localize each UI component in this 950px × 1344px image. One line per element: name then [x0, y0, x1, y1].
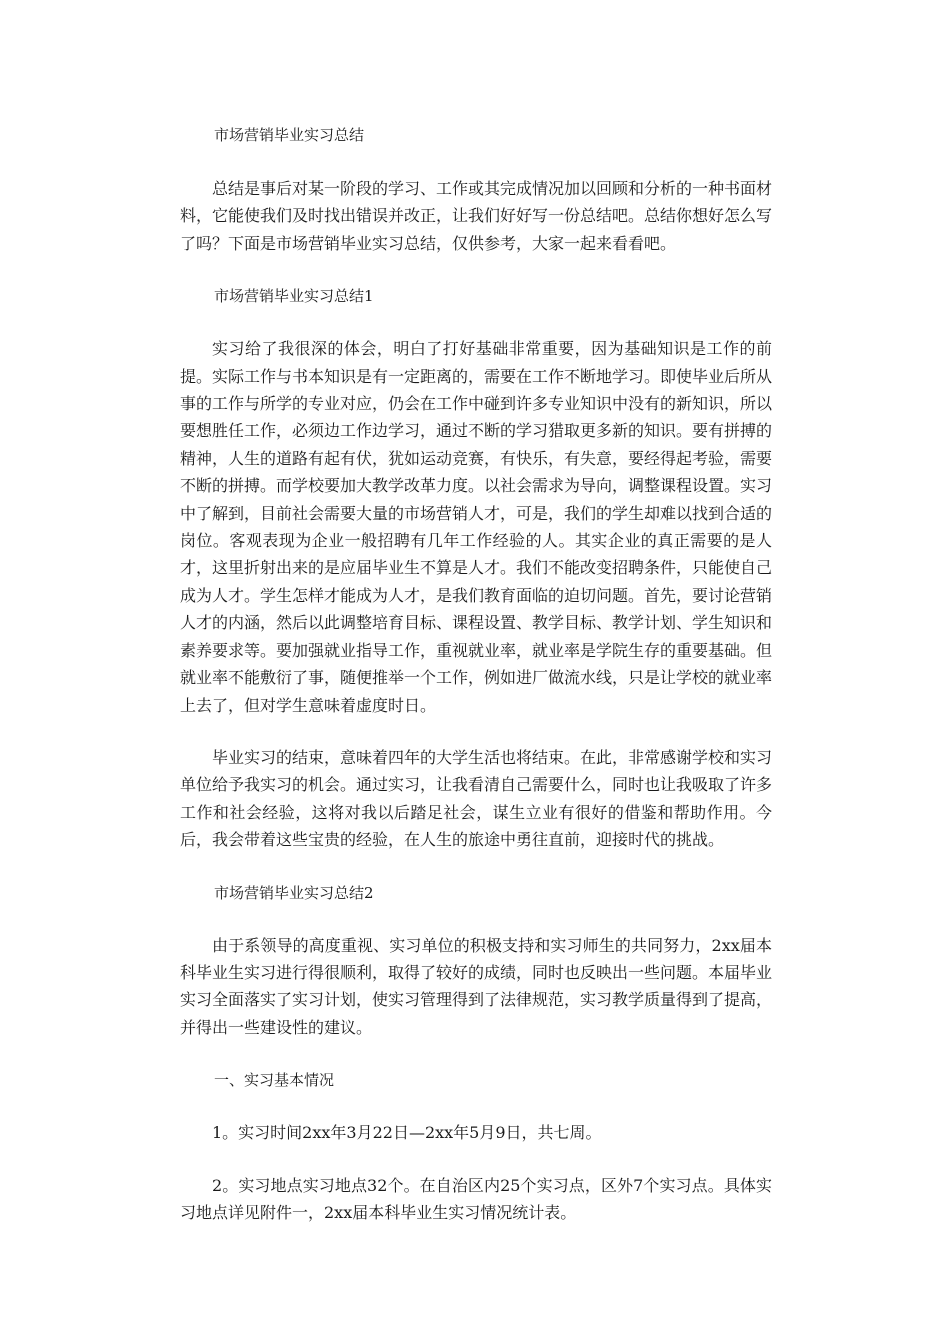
document-page: [180, 122, 772, 1226]
document-title: 市场营销毕业实习总结: [214, 126, 365, 144]
section-2-item-2: 2。实习地点实习地点32个。在自治区内25个实习点，区外7个实习点。具体实习地点详见附件一，2xx届本科毕业生实习情况统计表。: [180, 1175, 772, 1222]
section-1-paragraph-2: 毕业实习的结束，意味着四年的大学生活也将结束。在此，非常感谢学校和实习单位给予我实习的机会。通过实习，让我看清自己需要什么，同时也让我吸取了许多工作和社会经验，这将对我以后踏足社会，谋生立业有很好的借鉴和帮助作用。今后，我会带着这些宝贵的经验，在人生的旅途中勇往直前，迎接时代的挑战。: [180, 747, 773, 850]
section-2-subheading: 一、实习基本情况: [214, 1071, 335, 1090]
section-1-paragraph-1: 实习给了我很深的体会，明白了打好基础非常重要，因为基础知识是工作的前提。实际工作与书本知识是有一定距离的，需要在工作不断地学习。即使毕业后所从事的工作与所学的专业对应，仍会在工作中碰到许多专业知识中没有的新知识，所以要想胜任工作，必须边工作边学习，通过不断的学习猎取更多新的知识。要有拼搏的精神，人生的道路有起有伏，犹如运动竞赛，有快乐，有失意，要经得起考验，需要不断的拼搏。而学校要加大教学改革力度。以社会需求为导向，调整课程设置。实习中了解到，目前社会需要大量的市场营销人才，可是，我们的学生却难以找到合适的岗位。客观表现为企业一般招聘有几年工作经验的人。其实企业的真正需要的是人才，这里折射出来的是应届毕业生不算是人才。我们不能改变招聘条件，只能使自己成为人才。学生怎样才能成为人才，是我们教育面临的迫切问题。首先，要讨论营销人才的内涵，然后以此调整培育目标、课程设置、教学目标、教学计划、学生知识和素养要求等。要加强就业指导工作，重视就业率，就业率是学院生存的重要基础。但就业率不能敷衍了事，随便推举一个工作，例如进厂做流水线，只是让学校的就业率上去了，但对学生意味着虚度时日。: [180, 339, 773, 715]
section-2-item-1: 1。实习时间2xx年3月22日—2xx年5月9日，共七周。: [212, 1123, 602, 1143]
section-2-paragraph-1: 由于系领导的高度重视、实习单位的积极支持和实习师生的共同努力，2xx届本科毕业生实习进行得很顺利，取得了较好的成绩，同时也反映出一些问题。本届毕业实习全面落实了实习计划，使实习管理得到了法律规范，实习教学质量得到了提高，并得出一些建设性的建议。: [180, 935, 773, 1037]
intro-paragraph: 总结是事后对某一阶段的学习、工作或其完成情况加以回顾和分析的一种书面材料，它能使我们及时找出错误并改正，让我们好好写一份总结吧。总结你想好怎么写了吗？下面是市场营销毕业实习总结，仅供参考，大家一起来看看吧。: [180, 179, 773, 253]
section-2-heading: 市场营销毕业实习总结2: [214, 883, 374, 902]
section-1-heading: 市场营销毕业实习总结1: [214, 287, 374, 306]
